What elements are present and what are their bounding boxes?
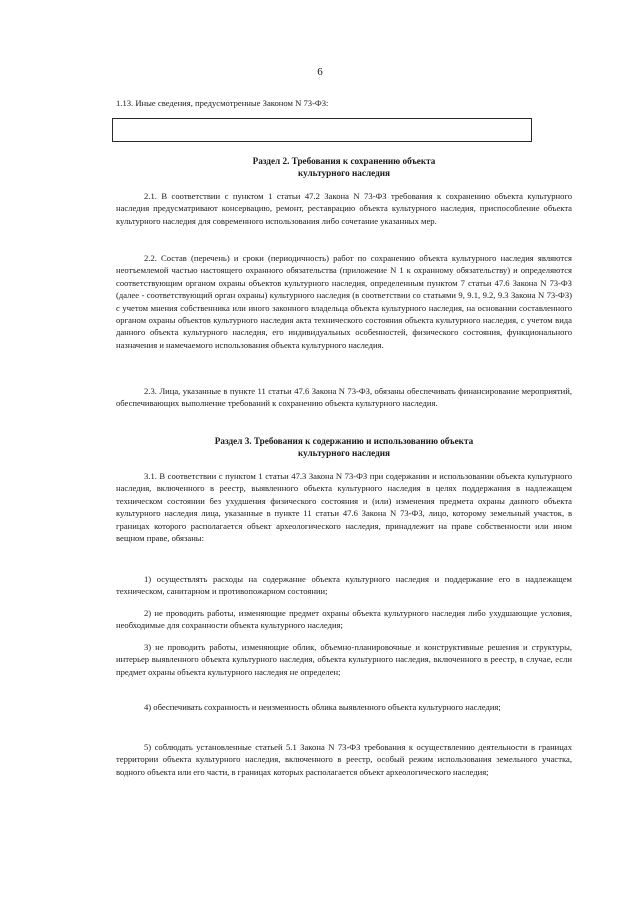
list-item-2: 2) не проводить работы, изменяющие предмет охраны объекта культурного наследия либо ухудшающие условия, необходимые для сохранности объекта культурного наследия; — [116, 608, 572, 631]
paragraph-2-3: 2.3. Лица, указанные в пункте 11 статьи 47.6 Закона N 73-ФЗ, обязаны обеспечивать финансирование мероприятий, обеспечивающих выполнение требований к сохранению объекта культурного наследия. — [116, 386, 572, 409]
paragraph-3-1: 3.1. В соответствии с пунктом 1 статьи 47.3 Закона N 73-ФЗ при содержании и использовании объекта культурного наследия, включенного в реестр, выявленного объекта культурного наследия в целях поддержания в надлежащем техническом состоянии без ухудшения физического состояния и (или) изменения предмета охраны данного объекта культурного наследия лица, указанные в пункте 11 статьи 47.6 Закона N 73-ФЗ, лицо, которому земельный участок, в границах которого располагается объект археологического наследия, принадлежит на праве собственности или ином вещном праве, обязаны: — [116, 471, 572, 544]
list-item-4: 4) обеспечивать сохранность и неизменность облика выявленного объекта культурного наследия; — [144, 702, 501, 712]
page-number: 6 — [317, 66, 323, 78]
list-item-1: 1) осуществлять расходы на содержание объекта культурного наследия и поддержание его в надлежащем техническом, санитарном и противопожарном состоянии; — [116, 574, 572, 597]
list-item-5: 5) соблюдать установленные статьей 5.1 Закона N 73-ФЗ требования к осуществлению деятельности в границах территории объекта культурного наследия, включенного в реестр, особый режим использования земельного участка, водного объекта или его части, в границах которых располагается объект археологического наследия; — [116, 742, 572, 777]
item-1-13: 1.13. Иные сведения, предусмотренные Законом N 73-ФЗ: — [116, 98, 329, 108]
paragraph-2-2: 2.2. Состав (перечень) и сроки (периодичность) работ по сохранению объекта культурного наследия являются неотъемлемой частью настоящего охранного обязательства (приложение N 1 к охранному обязательству) и определяются соответствующим органом охраны объектов культурного наследия, определенным пунктом 7 статьи 47.6 Закона N 73-ФЗ (далее - соответствующий орган охраны) культурного наследия (в соответствии со статьями 9, 9.1, 9.2, 9.3 Закона N 73-ФЗ) с учетом мнения собственника или иного законного владельца объекта культурного наследия, на основании составленного органом охраны объектов культурного наследия акта технического состояния объекта культурного наследия, с учетом вида данного объекта культурного наследия, его индивидуальных особенностей, физического состояния, функционального назначения и намечаемого использования объекта культурного наследия. — [116, 253, 572, 350]
paragraph-2-1: 2.1. В соответствии с пунктом 1 статьи 47.2 Закона N 73-ФЗ требования к сохранению объекта культурного наследия предусматривают консервацию, ремонт, реставрацию объекта культурного наследия, приспособление объекта культурного наследия для современного использования либо сочетание указанных мер. — [116, 191, 572, 226]
section-2-title: Раздел 2. Требования к сохранению объекта культурного наследия — [252, 156, 436, 179]
section-3-title: Раздел 3. Требования к содержанию и использованию объекта культурного наследия — [214, 436, 474, 459]
empty-field-box — [112, 118, 532, 142]
list-item-3: 3) не проводить работы, изменяющие облик, объемно-планировочные и конструктивные решения и структуры, интерьер выявленного объекта культурного наследия, объекта культурного наследия, включенного в реестр, в случае, если предмет охраны объекта культурного наследия не определен; — [116, 642, 572, 677]
